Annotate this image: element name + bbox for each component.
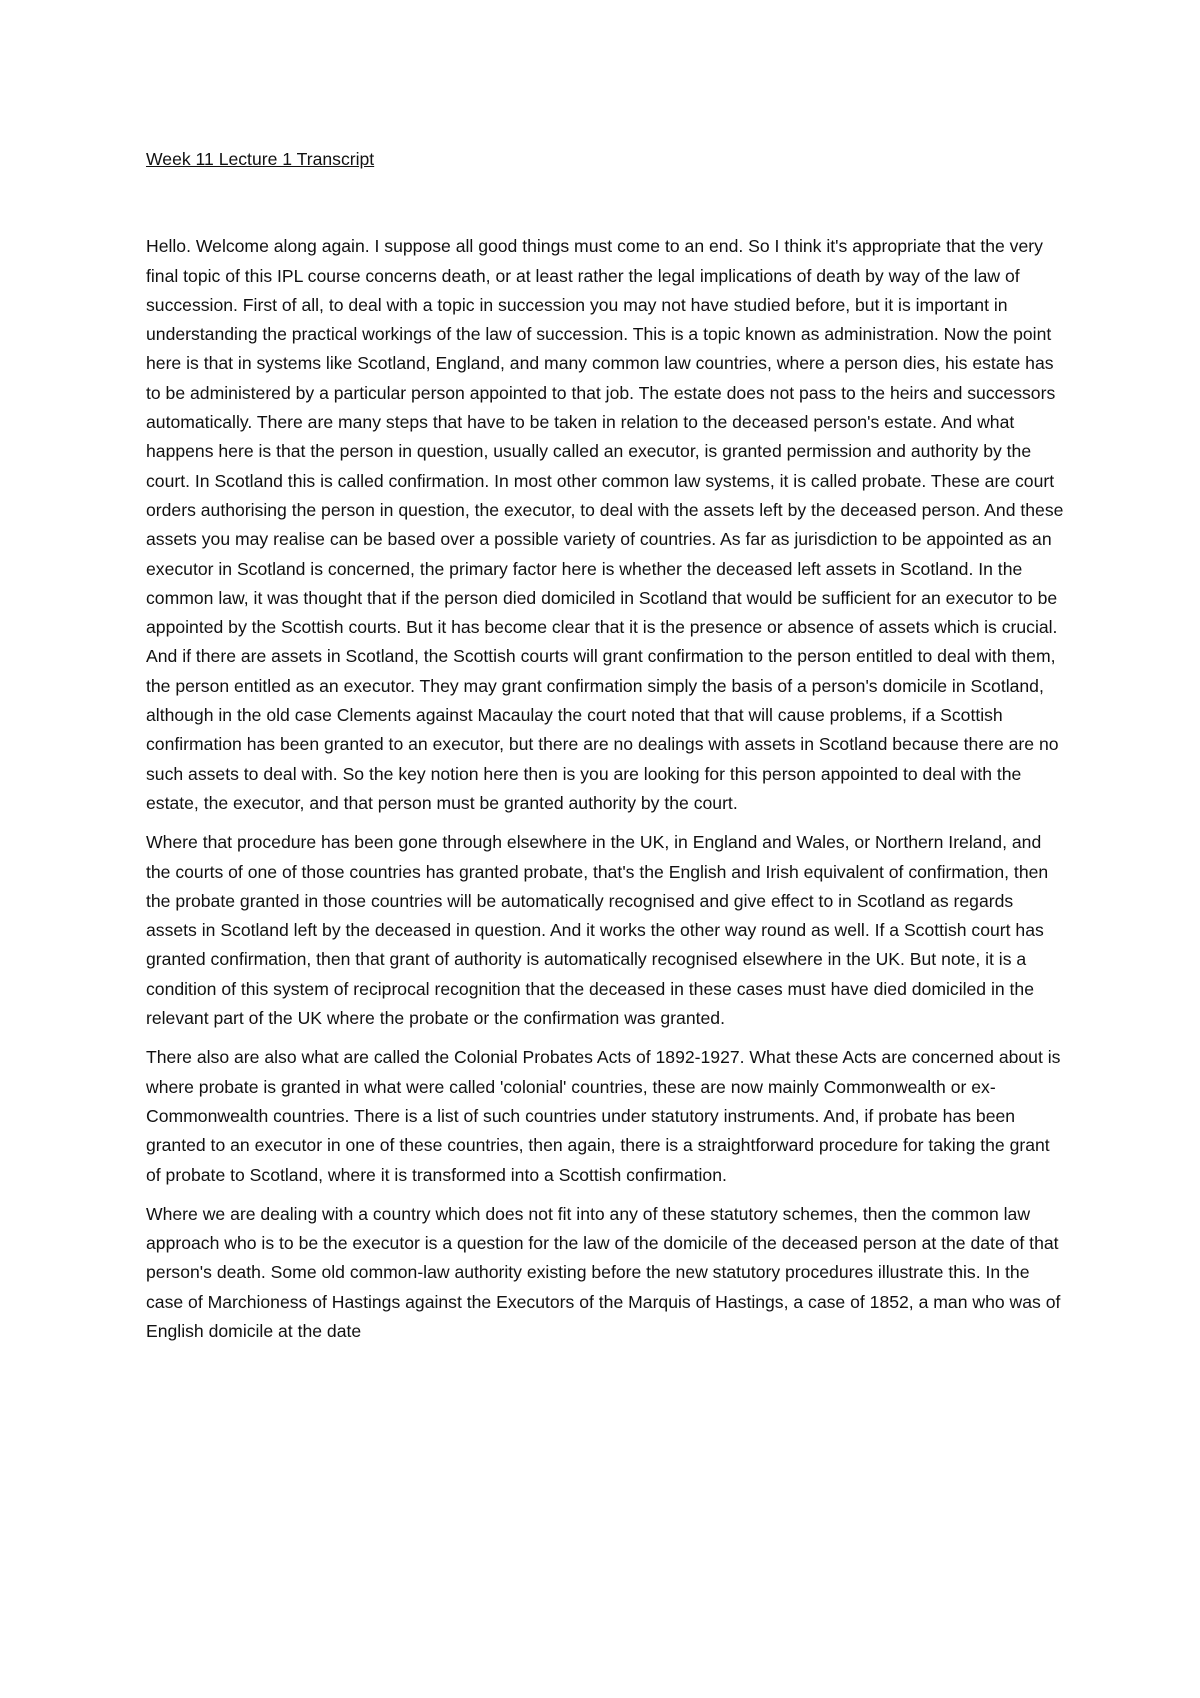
paragraph-1: Hello. Welcome along again. I suppose all good things must come to an end. So I think it's appropriate that the very final topic of this IPL course concerns death, or at least rather the legal implications of death by way of the law of succession. First of all, to deal with a topic in succession you may not have studied before, but it is important in understanding the practical workings of the law of succession. This is a topic known as administration. Now the point here is that in systems like Scotland, England, and many common law countries, where a person dies, his estate has to be administered by a particular person appointed to that job. The estate does not pass to the heirs and successors automatically. There are many steps that have to be taken in relation to the deceased person's estate. And what happens here is that the person in question, usually called an executor, is granted permission and authority by the court. In Scotland this is called confirmation. In most other common law systems, it is called probate. These are court orders authorising the person in question, the executor, to deal with the assets left by the deceased person. And these assets you may realise can be based over a possible variety of countries. As far as jurisdiction to be appointed as an executor in Scotland is concerned, the primary factor here is whether the deceased left assets in Scotland. In the common law, it was thought that if the person died domiciled in Scotland that would be sufficient for an executor to be appointed by the Scottish courts. But it has become clear that it is the presence or absence of assets which is crucial. And if there are assets in Scotland, the Scottish courts will grant confirmation to the person entitled to deal with them, the person entitled as an executor. They may grant confirmation simply the basis of a person's domicile in Scotland, although in the old case Clements against Macaulay the court noted that that will cause problems, if a Scottish confirmation has been granted to an executor, but there are no dealings with assets in Scotland because there are no such assets to deal with. So the key notion here then is you are looking for this person appointed to deal with the estate, the executor, and that person must be granted authority by the court. bbox=[146, 236, 1064, 813]
paragraph-3: There also are also what are called the Colonial Probates Acts of 1892-1927. What these Acts are concerned about is where probate is granted in what were called 'colonial' countries, these are now mainly Commonwealth or ex-Commonwealth countries. There is a list of such countries under statutory instruments. And, if probate has been granted to an executor in one of these countries, then again, there is a straightforward procedure for taking the grant of probate to Scotland, where it is transformed into a Scottish confirmation. bbox=[146, 1047, 1061, 1185]
document-title: Week 11 Lecture 1 Transcript bbox=[146, 149, 375, 169]
paragraph-4: Where we are dealing with a country which does not fit into any of these statutory schemes, then the common law approach who is to be the executor is a question for the law of the domicile of the deceased person at the date of that person's death. Some old common-law authority existing before the new statutory procedures illustrate this. In the case of Marchioness of Hastings against the Executors of the Marquis of Hastings, a case of 1852, a man who was of English domicile at the date bbox=[146, 1203, 1061, 1341]
document-body bbox=[146, 145, 1066, 1356]
paragraph-2: Where that procedure has been gone through elsewhere in the UK, in England and Wales, or Northern Ireland, and the courts of one of those countries has granted probate, that's the English and Irish equivalent of confirmation, then the probate granted in those countries will be automatically recognised and give effect to in Scotland as regards assets in Scotland left by the deceased in question. And it works the other way round as well. If a Scottish court has granted confirmation, then that grant of authority is automatically recognised elsewhere in the UK. But note, it is a condition of this system of reciprocal recognition that the deceased in these cases must have died domiciled in the relevant part of the UK where the probate or the confirmation was granted. bbox=[146, 832, 1049, 1029]
